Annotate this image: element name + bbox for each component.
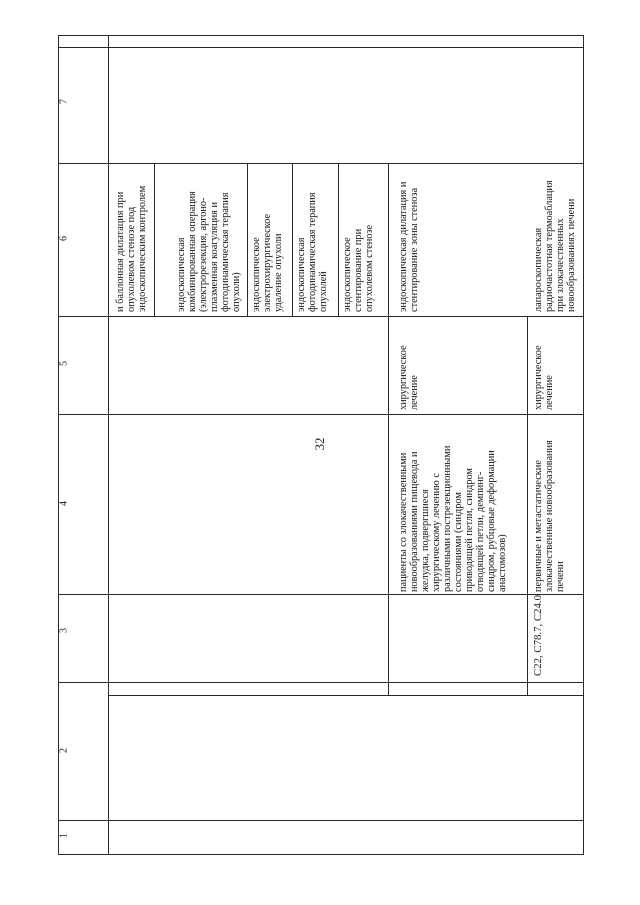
cell-method-3: эндоскопическое электрохирургическое удаление опухоли (251, 213, 284, 312)
header-col-5: 5 (58, 361, 70, 366)
header-divider (58, 47, 584, 48)
method-divider-2 (247, 163, 248, 316)
col-divider (108, 35, 109, 855)
col-sep-3-4 (58, 594, 584, 595)
cell-method-1: и баллонная дилатация при опухолевом стенозе под эндоскопическим контролем (115, 185, 148, 312)
table-border-bottom (58, 854, 584, 855)
col-sep-5-6 (58, 316, 584, 317)
method-divider-4 (338, 163, 339, 316)
header-col-1: 1 (58, 833, 70, 838)
col-sep-2-3 (58, 682, 584, 683)
cell-diagnosis: первичные и метастатические злокачественные новообразования печени (533, 440, 566, 592)
row-sep-b (527, 316, 528, 695)
row-sep-a (388, 163, 389, 695)
cell-method-2: эндоскопическая комбинированная операция (электрорезекция, аргоно- плазменная коагуляция и фотодинамическая терапия опухоли) (176, 191, 242, 312)
header-col-7: 7 (58, 99, 70, 104)
header-col-3: 3 (58, 628, 70, 633)
col-sep-1-2 (58, 820, 584, 821)
table-border-right (583, 35, 584, 855)
row-boundary-bottom (108, 695, 584, 696)
cell-method-6: эндоскопическая дилатация и стентирование зоны стеноза (398, 181, 420, 312)
table-border-top (58, 35, 584, 36)
cell-method-b: лапароскопическая радиочастотная термоаблация при злокачественных новообразованиях печени (533, 180, 577, 312)
header-col-6: 6 (58, 236, 70, 241)
table-border-left (58, 35, 59, 855)
method-divider-1 (154, 163, 155, 316)
cell-icd-codes: C22, C78.7, C24.0 (532, 595, 544, 676)
cell-patients-description: пациенты со злокачественными новообразованиями пищевода и желудка, подвергшиеся хирургическому лечению с различными пострезекционными состояниями (синдром приводящей петли, синдром отводящей петли, демпинг- синдром, рубцовые деформации анастомозов) (398, 445, 508, 592)
col-sep-4-5 (58, 414, 584, 415)
cell-method-4: эндоскопическая фотодинамическая терапия опухолей (296, 192, 329, 312)
cell-method-5: эндоскопическое стентирование при опухолевом стенозе (342, 224, 375, 312)
cell-treatment-type-b: хирургическое лечение (533, 345, 555, 410)
header-col-2: 2 (58, 748, 70, 753)
header-col-4: 4 (58, 501, 70, 506)
page-number: 32 (312, 437, 327, 451)
method-divider-3 (292, 163, 293, 316)
cell-treatment-type: хирургическое лечение (398, 345, 420, 410)
